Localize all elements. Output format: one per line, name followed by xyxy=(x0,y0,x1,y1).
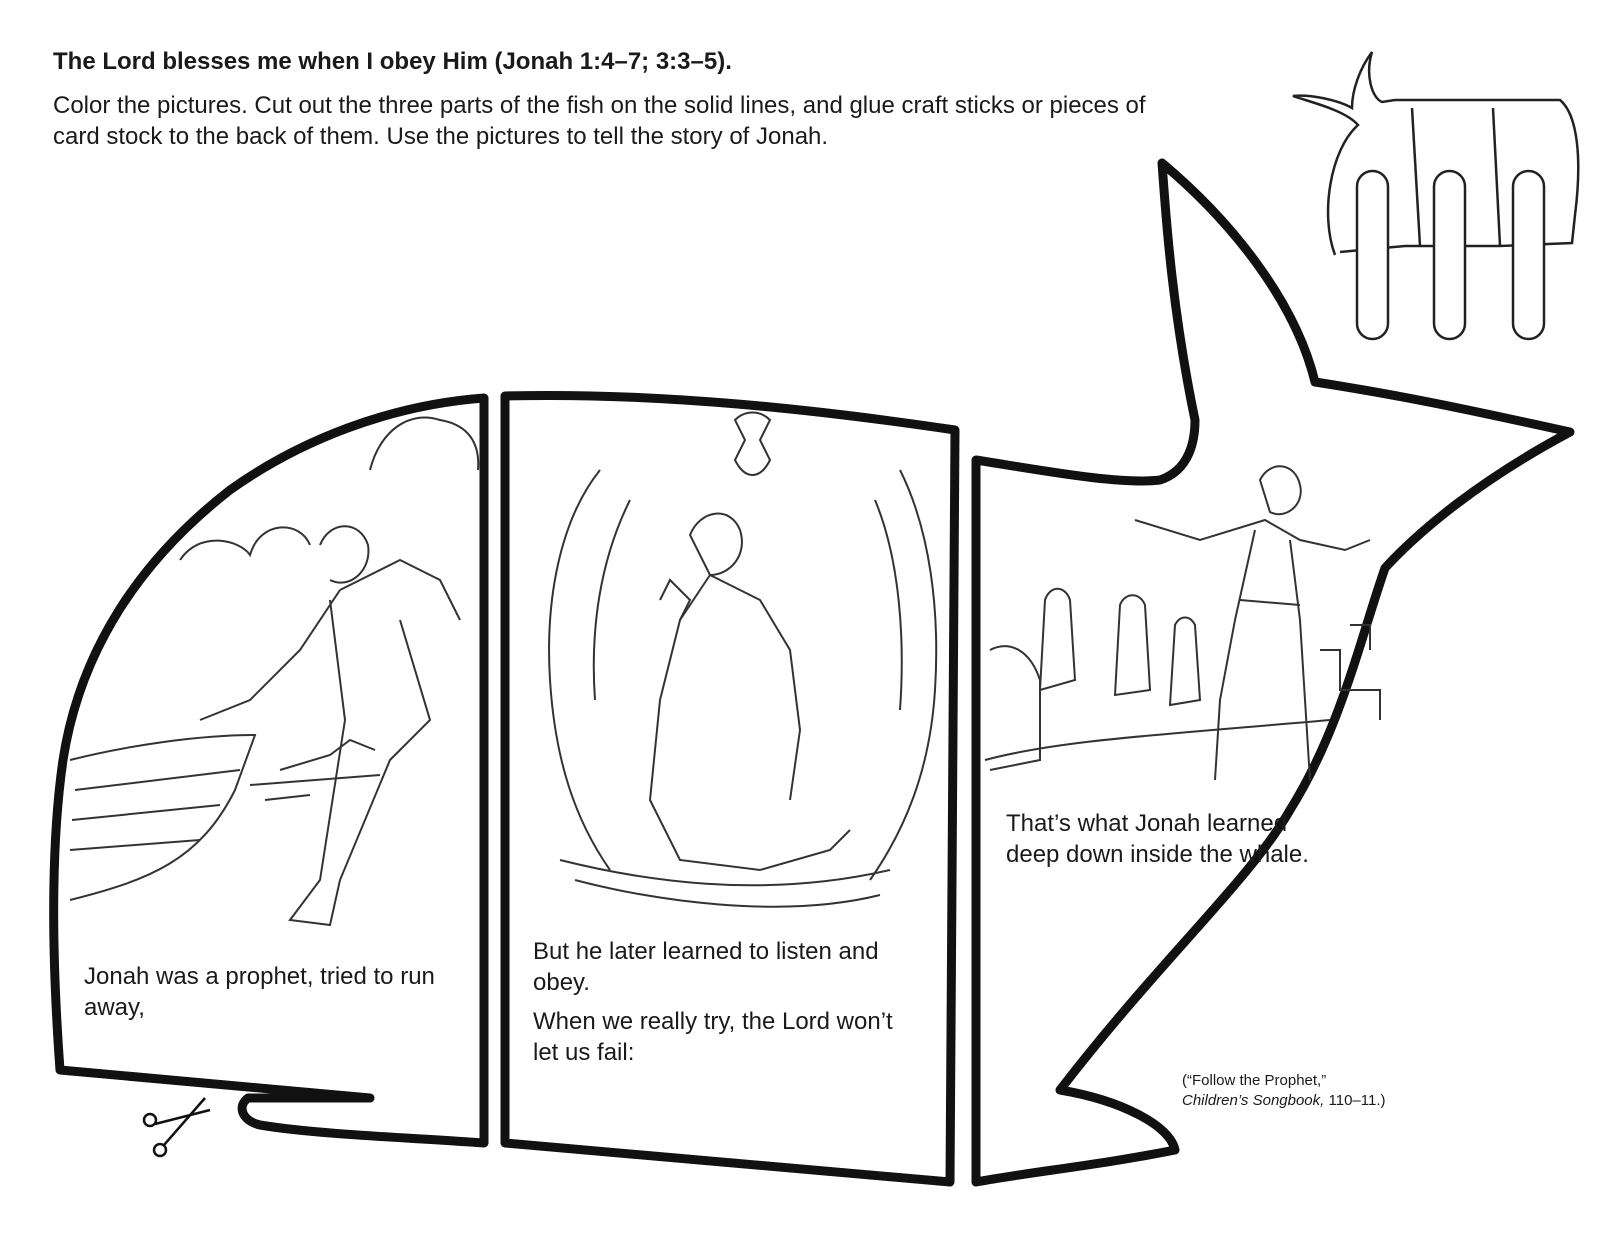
page-title: The Lord blesses me when I obey Him (Jonah 1:4–7; 3:3–5). xyxy=(53,48,732,75)
panel-2-caption-1: But he later learned to listen and obey. xyxy=(533,938,879,996)
credit-line-1: (“Follow the Prophet,” xyxy=(1182,1072,1327,1089)
song-credit xyxy=(1182,1071,1386,1111)
craft-stick-icon xyxy=(1434,171,1465,339)
scissors-icon xyxy=(144,1098,210,1156)
panel-1-caption: Jonah was a prophet, tried to run away, xyxy=(84,963,435,1021)
craft-stick-icon xyxy=(1513,171,1544,339)
craft-stick-icon xyxy=(1357,171,1388,339)
fish-diagram-icon xyxy=(1293,52,1578,339)
credit-songbook: Children’s Songbook, xyxy=(1182,1092,1325,1109)
instructions: Color the pictures. Cut out the three parts of the fish on the solid lines, and glue craft sticks or pieces of card stock to the back of them. Use the pictures to tell the story of Jonah. xyxy=(53,92,1146,150)
panel-3-caption: That’s what Jonah learned deep down inside the whale. xyxy=(1006,810,1309,868)
credit-pages: 110–11.) xyxy=(1324,1092,1386,1109)
panel-2-caption-2: When we really try, the Lord won’t let us fail: xyxy=(533,1008,893,1066)
